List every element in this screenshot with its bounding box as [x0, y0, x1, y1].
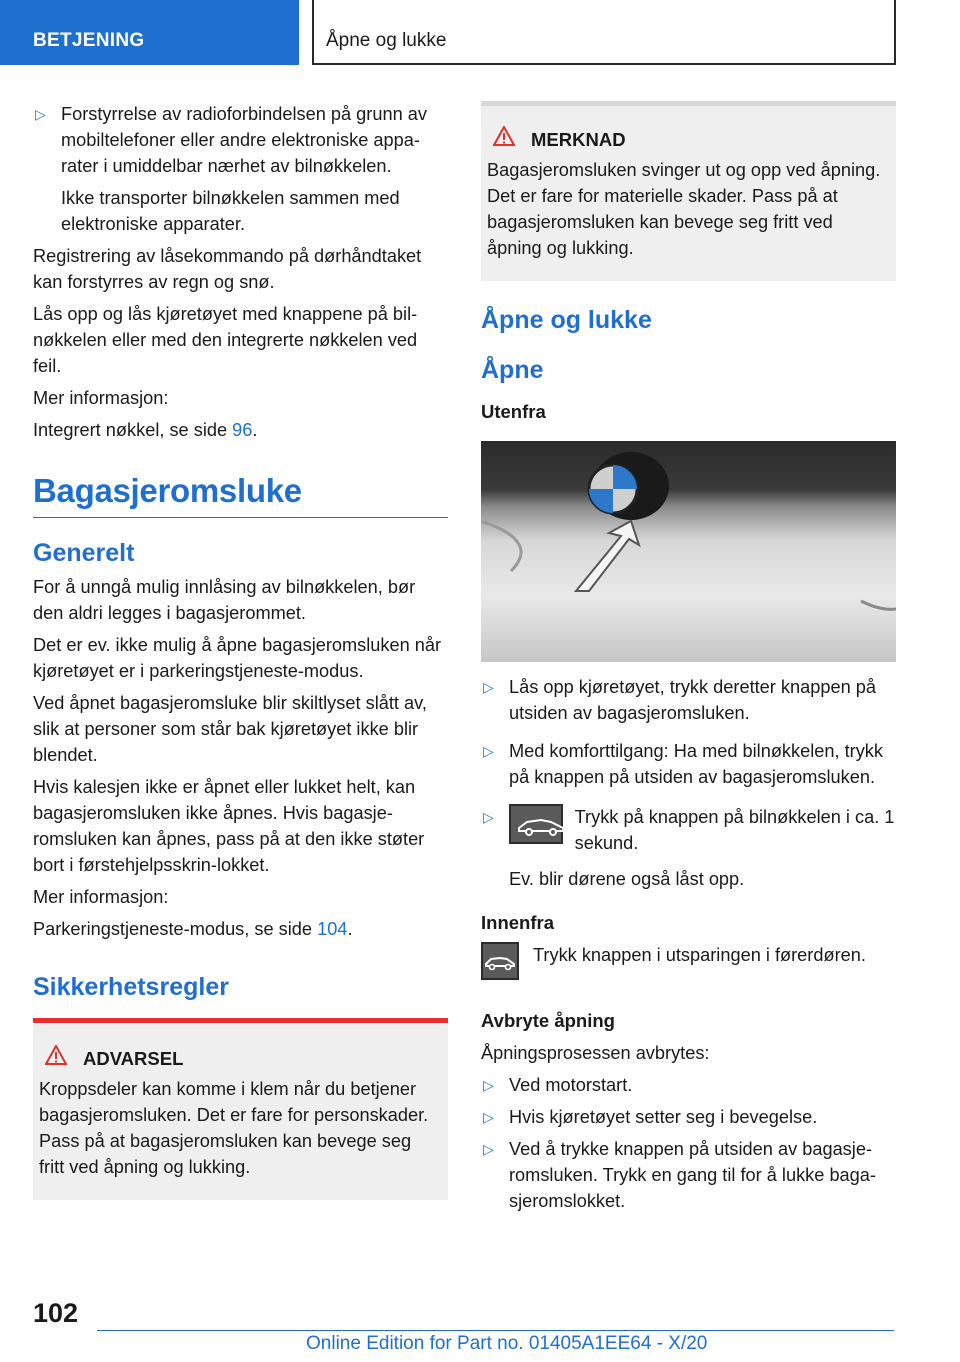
left-column: [33, 101, 448, 1200]
cross-reference-end: .: [252, 420, 258, 440]
paragraph: For å unngå mulig innlåsing av bilnøkkelen, bør den aldri legges i bagasjerommet.: [33, 577, 416, 623]
footer-divider: [97, 1330, 894, 1331]
warning-triangle-icon: [45, 1045, 67, 1072]
warning-text: Kroppsdeler kan komme i klem når du betjener bagasjeromsluken. Det er fare for personskader. Pass på at bagasjeromsluken kan bevege seg fritt ved åpning og lukking.: [39, 1079, 429, 1177]
warning-title: ADVARSEL: [83, 1047, 184, 1069]
list-item: [481, 1072, 896, 1098]
subsection-heading: Generelt: [33, 539, 135, 567]
key-trunk-button-icon: [509, 804, 563, 844]
cross-reference-text: Parkeringstjeneste-modus, se side: [33, 919, 318, 939]
list-item: [481, 1104, 896, 1130]
list-item-text: Lås opp kjøretøyet, trykk deretter knappen på utsiden av bagasjeromsluken.: [509, 677, 876, 723]
triangle-bullet-icon: ▷: [483, 679, 494, 695]
section-tab: [0, 0, 299, 65]
subsection-heading: Åpne: [481, 356, 544, 384]
triangle-bullet-icon: ▷: [483, 1109, 494, 1125]
note-title: MERKNAD: [531, 128, 626, 150]
page-link-104[interactable]: 104: [317, 919, 348, 939]
paragraph: Trykk knappen i utsparingen i førerdøren.: [533, 945, 866, 965]
paragraph: Mer informasjon:: [33, 887, 169, 907]
paragraph: Hvis kalesjen ikke er åpnet eller lukket helt, kan bagasjeromsluken ikke åpnes. Hvis bagasjeromsluken kan åpnes, pass på at den ikke støter bort i førstehjelpsskrin-lokket.: [33, 777, 425, 875]
trunk-button-illustration: [481, 441, 896, 662]
section-heading: Bagasjeromsluke: [33, 471, 448, 518]
warning-triangle-icon: [493, 126, 515, 153]
cross-reference-text: Integrert nøkkel, se side: [33, 420, 233, 440]
list-item: [33, 101, 448, 237]
note-text: Bagasjeromsluken svinger ut og opp ved åpning. Det er fare for materielle skader. Pass på at bagasjeromsluken kan bevege seg fritt ved åpning og lukking.: [487, 160, 881, 258]
right-column: [481, 101, 896, 1220]
paragraph: Lås opp og lås kjøretøyet med knappene på bilnøkkelen eller med den integrerte nøkkelen ved feil.: [33, 304, 418, 376]
list-item-text: Hvis kjøretøyet setter seg i bevegelse.: [509, 1107, 818, 1127]
list-item-text: Ved motorstart.: [509, 1075, 633, 1095]
list-item: [481, 674, 896, 726]
chapter-title: Åpne og lukke: [326, 30, 447, 51]
paragraph: Registrering av låsekommando på dørhåndtaket kan forstyrres av regn og snø.: [33, 246, 422, 292]
paragraph: Det er ev. ikke mulig å åpne bagasjeromsluken når kjøretøyet er i parkeringstjeneste-modus.: [33, 635, 442, 681]
trunk-button-photo: [481, 441, 896, 662]
note-box: [481, 101, 896, 281]
list-item-subtext: Ev. blir dørene også låst opp.: [509, 869, 745, 889]
paragraph: Ved åpnet bagasjeromsluke blir skiltlyset slått av, slik at personer som står bak kjøretøyet ikke blir blendet.: [33, 693, 427, 765]
section-title: BETJENING: [33, 30, 145, 51]
subheading: Avbryte åpning: [481, 1010, 615, 1031]
paragraph: Åpningsprosessen avbrytes:: [481, 1043, 710, 1063]
paragraph: Mer informasjon:: [33, 388, 169, 408]
list-item-text: Ved å trykke knappen på utsiden av bagasjeromsluken. Trykk en gang til for å lukke bagasjeromslokket.: [509, 1139, 876, 1211]
list-item-text: Med komforttilgang: Ha med bilnøkkelen, trykk på knappen på utsiden av bagasjeromsluken.: [509, 741, 883, 787]
cross-reference-end: .: [347, 919, 353, 939]
list-item: [481, 804, 896, 892]
page-number: 102: [33, 1298, 79, 1328]
list-item-text: Trykk på knappen på bilnøkkelen i ca. 1 sekund.: [574, 807, 895, 853]
cross-reference: [33, 916, 448, 942]
warning-box: [33, 1018, 448, 1200]
subheading: Utenfra: [481, 401, 546, 422]
list-item: [481, 738, 896, 790]
inside-instruction: [481, 942, 896, 980]
triangle-bullet-icon: ▷: [483, 743, 494, 759]
page-link-96[interactable]: 96: [232, 420, 253, 440]
list-item-text: Forstyrrelse av radioforbindelsen på grunn av mobiltelefoner eller andre elektroniske apparater i umiddelbar nærhet av bilnøkkelen.: [61, 104, 427, 176]
list-item: [481, 1136, 896, 1214]
triangle-bullet-icon: ▷: [483, 809, 494, 825]
edition-footer: Online Edition for Part no. 01405A1EE64 - X/20: [306, 1333, 708, 1354]
chapter-tab: [312, 0, 896, 65]
subheading: Innenfra: [481, 912, 554, 933]
triangle-bullet-icon: ▷: [35, 106, 46, 122]
section-heading: Åpne og lukke: [481, 306, 652, 334]
note-title-row: [487, 126, 886, 153]
triangle-bullet-icon: ▷: [483, 1141, 494, 1157]
door-trunk-button-icon: [481, 942, 519, 980]
triangle-bullet-icon: ▷: [483, 1077, 494, 1093]
warning-title-row: [39, 1045, 438, 1072]
cross-reference: [33, 417, 448, 443]
subsection-heading: Sikkerhetsregler: [33, 973, 229, 1001]
list-item-subtext: Ikke transporter bilnøkkelen sammen med elektroniske apparater.: [61, 188, 400, 234]
